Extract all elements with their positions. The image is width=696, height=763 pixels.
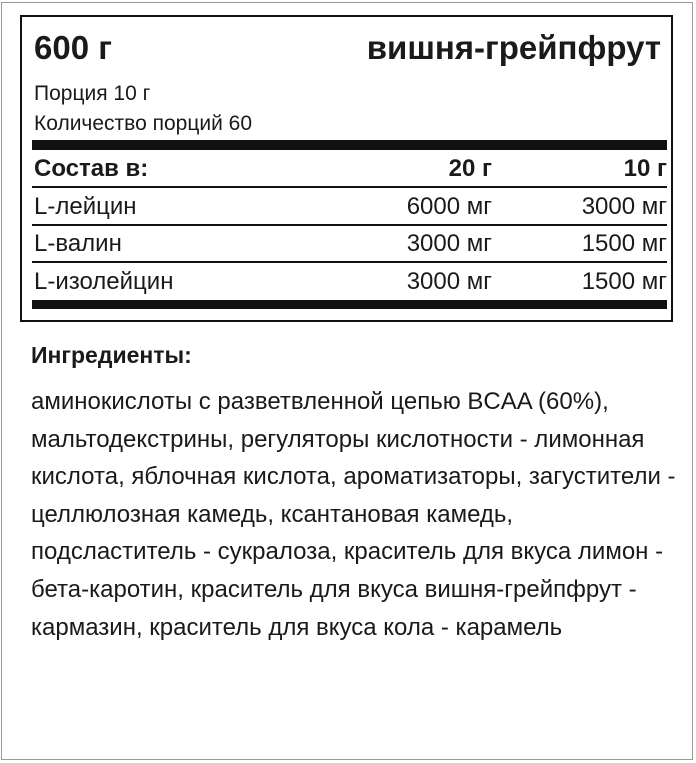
row-divider	[32, 224, 667, 226]
row-value-20g: 3000 мг	[406, 230, 492, 257]
row-name: L-изолейцин	[34, 268, 174, 295]
table-header	[34, 154, 667, 184]
table-row	[34, 229, 667, 259]
header-20g: 20 г	[448, 155, 492, 182]
flavor-name: вишня-грейпфрут	[366, 29, 661, 66]
row-name: L-валин	[34, 230, 122, 257]
row-value-20g: 6000 мг	[406, 193, 492, 220]
row-name: L-лейцин	[34, 193, 137, 220]
ingredients-text: аминокислоты с разветвленной цепью BCAA (60%), мальтодекстрины, регуляторы кислотности - лимонная кислота, яблочная кислота, ароматизаторы, загустители - целлюлозная камедь, ксантановая камедь, подсластитель - сукралоза, краситель для вкуса лимон - бета-каротин, краситель для вкуса вишня-грейпфрут - кармазин, краситель для вкуса кола - карамель	[31, 388, 676, 641]
nutrition-panel	[20, 15, 673, 322]
header-composition: Состав в:	[34, 155, 149, 182]
row-value-20g: 3000 мг	[406, 268, 492, 295]
serving-size: Порция 10 г	[34, 82, 151, 105]
table-row	[34, 267, 667, 297]
row-divider	[32, 186, 667, 188]
row-value-10g: 1500 мг	[581, 268, 667, 295]
row-value-10g: 1500 мг	[581, 230, 667, 257]
package-weight: 600 г	[34, 29, 112, 66]
ingredients-title: Ингредиенты:	[31, 342, 192, 368]
row-value-10g: 3000 мг	[581, 193, 667, 220]
table-row	[34, 192, 667, 222]
servings-count: Количество порций 60	[34, 112, 253, 135]
row-divider	[32, 261, 667, 263]
table-bottom-divider	[32, 300, 667, 309]
header-divider	[32, 140, 667, 150]
header-10g: 10 г	[623, 155, 667, 182]
